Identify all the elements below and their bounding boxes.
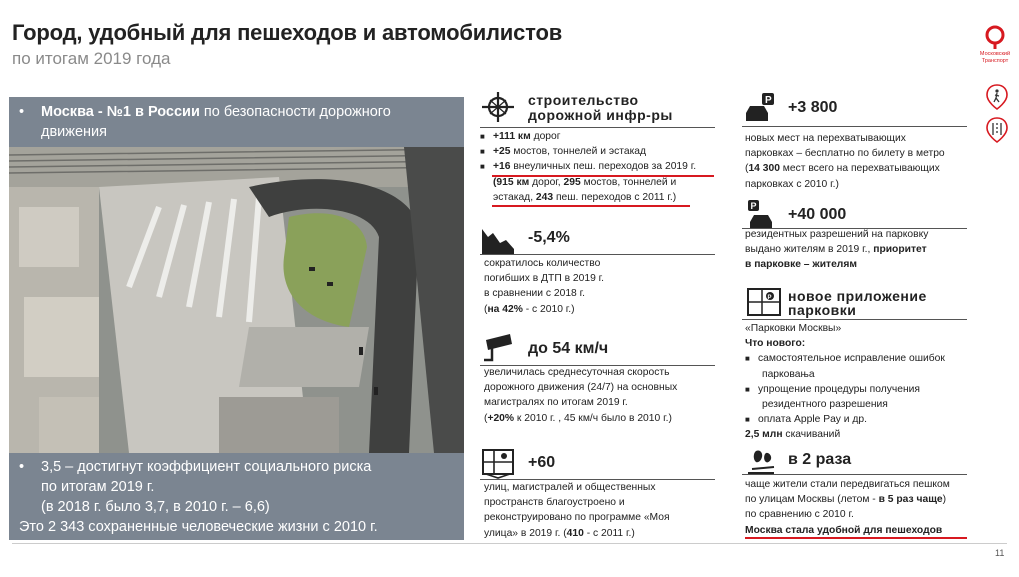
- logo-text-line1: Московский: [979, 51, 1011, 57]
- app-divider: [742, 319, 967, 320]
- infra-heading-line1: строительство: [528, 92, 639, 108]
- social-risk-panel: [9, 453, 464, 540]
- walking-divider: [742, 474, 967, 475]
- parking-places-divider: [742, 126, 967, 127]
- pedestrian-pin-icon: [985, 83, 1009, 111]
- accidents-line3: в сравнении с 2018 г.: [484, 288, 586, 300]
- permits-line2-text: выдано жителям в 2019 г.,: [745, 244, 874, 256]
- walking-line3: по сравнению с 2010 г.: [745, 509, 854, 521]
- speed-line4-text: к 2010 г. , 45 км/ч было в 2010 г.): [514, 412, 672, 424]
- app-whatsnew: Что нового:: [745, 338, 806, 350]
- app-downloads-text: скачиваний: [782, 429, 841, 441]
- accidents-divider: [480, 254, 715, 255]
- bullet-icon: ■: [745, 384, 750, 394]
- streets-line3: реконструировано по программе «Моя: [484, 512, 670, 524]
- permits-text: [745, 227, 975, 273]
- safety-rank-bold: Москва - №1 в России: [41, 104, 200, 120]
- streets-line1: улиц, магистралей и общественных: [484, 482, 656, 493]
- app-feature-item-cont: резидентного разрешения: [762, 399, 888, 411]
- road-pin-icon: [985, 116, 1009, 144]
- streets-total: 410: [566, 527, 584, 539]
- road-interchange-icon: [480, 90, 516, 124]
- bullet-icon: •: [19, 459, 25, 475]
- walking-line2-text: по улицам Москвы (летом -: [745, 494, 879, 506]
- safety-rank-text: по безопасности дорожного: [199, 104, 391, 120]
- parking-paren: (: [745, 163, 749, 175]
- streets-line4-text: улица» в 2019 г. (: [484, 527, 567, 539]
- walking-conclusion: Москва стала удобной для пешеходов: [745, 524, 943, 536]
- walking-value: в 2 раза: [788, 451, 852, 468]
- infra-item1-bold: +111 км: [493, 131, 531, 142]
- infra-heading-line2: дорожной инфр-ры: [528, 107, 673, 123]
- streets-line2: пространств благоустроено и: [484, 497, 625, 509]
- parking-places-line4: парковках с 2010 г.): [745, 178, 839, 190]
- walking-text: [745, 477, 975, 538]
- parking-places-text: [745, 131, 975, 192]
- infra-total-bridges: 295: [563, 176, 581, 188]
- page-title: Город, удобный для пешеходов и автомобилистов: [12, 20, 563, 45]
- app-heading: [788, 289, 927, 317]
- accidents-percent: на 42%: [487, 303, 523, 315]
- safety-rank-text-line2: движения: [41, 124, 107, 140]
- app-heading-line2: парковки: [788, 302, 857, 318]
- parking-car-icon: [742, 91, 778, 125]
- parking-places-line2: парковках – бесплатно по билету в метро: [745, 148, 945, 160]
- svg-text:P: P: [765, 95, 772, 106]
- walking-line1: чаще жители стали передвигаться пешком: [745, 479, 950, 490]
- infra-total-text: дорог,: [529, 176, 564, 188]
- highlight-underline: [492, 205, 690, 207]
- bullet-icon: •: [19, 104, 25, 120]
- infra-total-roads: (915 км: [493, 176, 530, 188]
- parking-app-map-icon: [746, 285, 782, 319]
- accidents-value: -5,4%: [528, 229, 570, 246]
- parking-places-line1: новых мест на перехватывающих: [745, 133, 906, 144]
- bullet-icon: ■: [480, 132, 485, 141]
- permits-line1: резидентных разрешений на парковку: [745, 229, 929, 240]
- permits-priority: приоритет: [873, 244, 927, 256]
- accidents-paren: (: [484, 303, 488, 315]
- aerial-photo-transport-hub: [9, 147, 464, 453]
- svg-text:P: P: [767, 295, 772, 301]
- app-name: «Парковки Москвы»: [745, 323, 842, 334]
- walking-summer: в 5 раз чаще: [878, 494, 943, 506]
- speed-text: [484, 365, 714, 426]
- logo-mark-icon: [982, 24, 1008, 50]
- app-heading-line1: новое приложение: [788, 288, 927, 304]
- social-risk-line4: Это 2 343 сохраненные человеческие жизни с 2010 г.: [19, 519, 378, 535]
- speed-line1: увеличилась среднесуточная скорость: [484, 367, 670, 378]
- permits-value: +40 000: [788, 206, 847, 223]
- streets-value: +60: [528, 454, 556, 471]
- speed-value: до 54 км/ч: [528, 340, 609, 357]
- walking-line2-rest: ): [942, 494, 947, 506]
- accidents-line1: сократилось количество: [484, 258, 601, 269]
- social-risk-line1: 3,5 – достигнут коэффициент социального риска: [41, 459, 372, 475]
- page-subtitle: по итогам 2019 года: [12, 49, 171, 68]
- infra-total-crossings: 243: [535, 191, 554, 203]
- logo-text-line2: Транспорт: [981, 58, 1009, 64]
- bullet-icon: ■: [745, 354, 750, 364]
- accidents-line2: погибших в ДТП в 2019 г.: [484, 273, 605, 285]
- permits-line3: в парковке – жителям: [745, 259, 857, 271]
- page-number: 11: [995, 548, 1005, 558]
- infra-list: [480, 129, 720, 205]
- app-downloads-count: 2,5 млн: [745, 429, 783, 441]
- infra-item3-bold: +16: [493, 161, 511, 173]
- infra-item1-text: дорог: [530, 131, 561, 142]
- app-text: «Парковки Москвы» Что нового: ■ самостоятельное исправление ошибок парковања ■ упрощение процедуры получения резидентного разрешения ■ оплата Apple Pay и др. 2,5 млн скачиваний: [745, 321, 975, 443]
- decrease-chart-icon: [480, 223, 516, 257]
- streets-line4-rest: - с 2011 г.): [583, 527, 635, 539]
- infra-divider: [480, 127, 715, 128]
- highlight-underline: [492, 175, 714, 177]
- streets-text: [484, 480, 714, 541]
- app-feature-item: самостоятельное исправление ошибок: [758, 353, 945, 365]
- svg-text:P: P: [750, 201, 757, 211]
- bullet-icon: ■: [480, 162, 485, 172]
- street-map-icon: [480, 446, 516, 480]
- parking-places-value: +3 800: [788, 99, 838, 116]
- highlight-underline: [745, 537, 967, 539]
- speed-line3: магистралях по итогам 2019 г.: [484, 397, 628, 409]
- safety-rank-panel: [9, 97, 464, 147]
- bullet-icon: ■: [745, 415, 750, 425]
- infra-heading: [528, 93, 673, 123]
- app-feature-item: упрощение процедуры получения: [758, 383, 920, 395]
- bullet-icon: ■: [480, 147, 485, 157]
- infra-item3-text: внеуличных пеш. переходов за 2019 г.: [510, 161, 697, 173]
- parking-places-total: 14 300: [748, 163, 780, 175]
- social-risk-line2: по итогам 2019 г.: [41, 479, 155, 495]
- social-risk-line3: (в 2018 г. было 3,7, в 2010 г. – 6,6): [41, 499, 270, 515]
- speed-paren: (: [484, 412, 488, 424]
- app-feature-item: оплата Apple Pay и др.: [758, 414, 868, 426]
- footer-divider: [12, 543, 1007, 544]
- speed-camera-icon: [480, 332, 516, 366]
- infra-total-text3: эстакад,: [493, 191, 536, 203]
- infra-item2-bold: +25: [493, 146, 511, 158]
- moscow-transport-logo: [978, 24, 1012, 64]
- speed-percent: +20%: [487, 412, 515, 424]
- infra-total-text2: мостов, тоннелей и: [580, 176, 677, 188]
- speed-line2: дорожного движения (24/7) на основных: [484, 382, 678, 394]
- parking-places-line3-text: мест всего на перехватывающих: [779, 163, 940, 175]
- infra-total-text4: пеш. переходов с 2011 г.): [553, 191, 677, 203]
- infra-item2-text: мостов, тоннелей и эстакад: [510, 146, 647, 158]
- accidents-line4-text: - с 2010 г.): [522, 303, 575, 315]
- accidents-text: [484, 256, 714, 317]
